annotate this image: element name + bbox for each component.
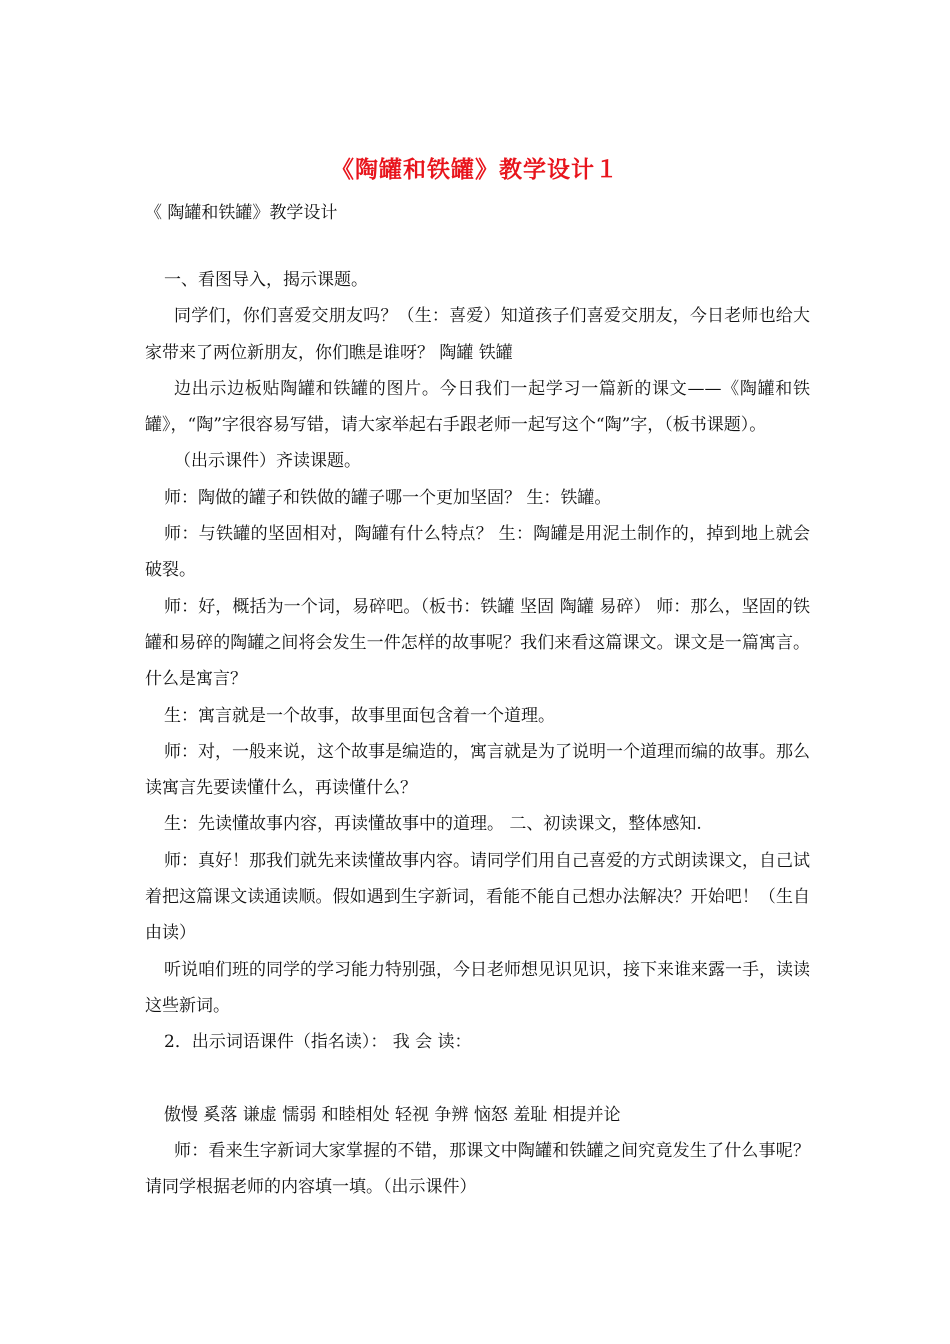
document-subtitle: 《 陶罐和铁罐》教学设计 xyxy=(145,203,338,223)
vocabulary-list: 傲慢 奚落 谦虚 懦弱 和睦相处 轻视 争辨 恼怒 羞耻 相提并论 xyxy=(164,1104,621,1125)
word-list-heading: 2．出示词语课件（指名读）： 我 会 读： xyxy=(164,1032,472,1053)
dialogue-line: 师：对，一般来说，这个故事是编造的，寓言就是为了说明一个道理而编的故事。那么读寓言先要读懂什么，再读懂什么？ xyxy=(145,741,810,799)
dialogue-line: 师：真好！那我们就先来读懂故事内容。请同学们用自己喜爱的方式朗读课文，自己试着把这篇课文读通读顺。假如遇到生字新词，看能不能自己想办法解决？开始吧！（生自由读） xyxy=(145,850,810,944)
paragraph: 同学们，你们喜爱交朋友吗？（生：喜爱）知道孩子们喜爱交朋友，今日老师也给大家带来了两位新朋友，你们瞧是谁呀？ 陶罐 铁罐 xyxy=(145,306,810,363)
dialogue-line: 生：寓言就是一个故事，故事里面包含着一个道理。 xyxy=(164,705,555,726)
section-heading-1: 一、看图导入，揭示课题。 xyxy=(164,270,368,290)
dialogue-line: 师：看来生字新词大家掌握的不错，那课文中陶罐和铁罐之间究竟发生了什么事呢？请同学根据老师的内容填一填。（出示课件） xyxy=(145,1140,810,1198)
paragraph: 听说咱们班的同学的学习能力特别强，今日老师想见识见识，接下来谁来露一手，读读这些新词。 xyxy=(145,959,810,1016)
document-title: 《陶罐和铁罐》教学设计１ xyxy=(331,156,619,183)
paragraph: （出示课件）齐读课题。 xyxy=(174,451,361,472)
dialogue-line: 师：陶做的罐子和铁做的罐子哪一个更加坚固？ 生：铁罐。 xyxy=(164,487,612,508)
paragraph: 边出示边板贴陶罐和铁罐的图片。今日我们一起学习一篇新的课文——《陶罐和铁罐》，“陶”字很容易写错，请大家举起右手跟老师一起写这个“陶”字，（板书课题）。 xyxy=(145,378,810,436)
dialogue-line: 师：好，概括为一个词，易碎吧。（板书：铁罐 坚固 陶罐 易碎） 师：那么，坚固的铁罐和易碎的陶罐之间将会发生一件怎样的故事呢？我们来看这篇课文。课文是一篇寓言。什么是寓言？ xyxy=(145,596,810,690)
dialogue-line: 师：与铁罐的坚固相对，陶罐有什么特点？ 生：陶罐是用泥土制作的，掉到地上就会破裂。 xyxy=(145,524,810,581)
document-body xyxy=(145,262,810,1205)
spacer xyxy=(145,1061,810,1097)
dialogue-line: 生：先读懂故事内容，再读懂故事中的道理。 二、初读课文，整体感知. xyxy=(164,814,702,835)
